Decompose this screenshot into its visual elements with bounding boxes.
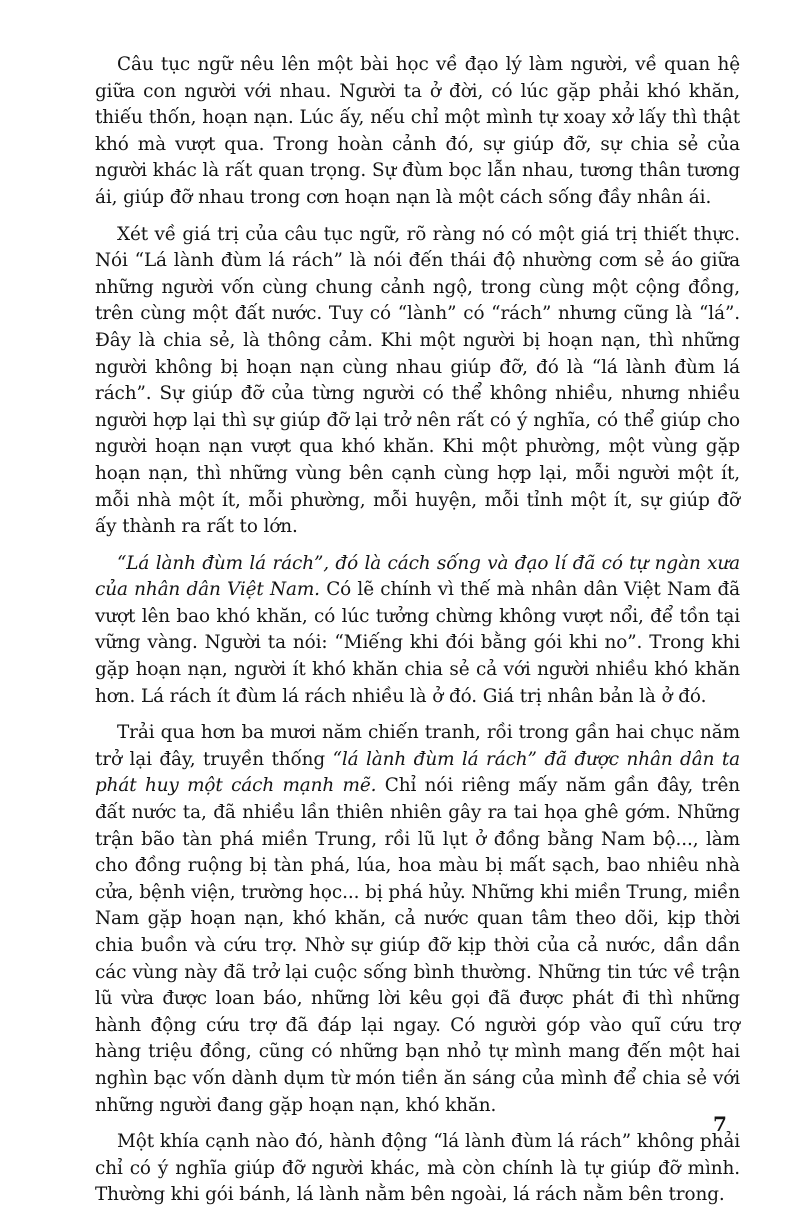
- page-number: 7: [713, 1112, 727, 1136]
- page-body: [95, 52, 740, 1209]
- paragraph-4-text-start: Trải qua hơn ba mươi năm chiến tranh, rồi trong gần hai chục năm trở lại đây, truyền thống: [95, 722, 740, 770]
- paragraph-5: [95, 1129, 740, 1209]
- paragraph-3-italic-text: “Lá lành đùm lá rách”, đó là cách sống và đạo lí đã có tự ngàn xưa của nhân dân Việt Nam.: [95, 552, 740, 601]
- paragraph-2: [95, 222, 740, 541]
- paragraph-2-text: Xét về giá trị của câu tục ngữ, rõ ràng nó có một giá trị thiết thực. Nói “Lá lành đùm lá rách” là nói đến thái độ nhường cơm sẻ áo giữa những người vốn cùng chung cảnh ngộ, trong cùng một cộng đồng, trên cùng một đất nước. Tuy có “lành” có “rách” nhưng cũng là “lá”. Đây là chia sẻ, là thông cảm. Khi một người bị hoạn nạn, thì những người không bị hoạn nạn cùng nhau giúp đỡ, đó là “lá lành đùm lá rách”. Sự giúp đỡ của từng người có thể không nhiều, nhưng nhiều người hợp lại thì sự giúp đỡ lại trở nên rất có ý nghĩa, có thể giúp cho người hoạn nạn vượt qua khó khăn. Khi một phường, một vùng gặp hoạn nạn, thì những vùng bên cạnh cùng hợp lại, mỗi người một ít, mỗi nhà một ít, mỗi phường, mỗi huyện, mỗi tỉnh một ít, sự giúp đỡ ấy thành ra rất to lớn.: [95, 223, 740, 538]
- paragraph-4-italic-text: “lá lành đùm lá rách” đã được nhân dân ta phát huy một cách mạnh mẽ.: [95, 748, 740, 797]
- paragraph-3-text: Có lẽ chính vì thế mà nhân dân Việt Nam đã vượt lên bao khó khăn, có lúc tưởng chừng không vượt nổi, để tồn tại vững vàng. Người ta nói: “Miếng khi đói bằng gói khi no”. Trong khi gặp hoạn nạn, người ít khó khăn chia sẻ cả với người nhiều khó khăn hơn. Lá rách ít đùm lá rách nhiều là ở đó. Giá trị nhân bản là ở đó.: [95, 579, 740, 707]
- paragraph-5-text: Một khía cạnh nào đó, hành động “lá lành đùm lá rách” không phải chỉ có ý nghĩa giúp đỡ người khác, mà còn chính là tự giúp đỡ mình. Thường khi gói bánh, lá lành nằm bên ngoài, lá rách nằm bên trong.: [95, 1131, 740, 1206]
- paragraph-1-text: Câu tục ngữ nêu lên một bài học về đạo lý làm người, về quan hệ giữa con người với nhau. Người ta ở đời, có lúc gặp phải khó khăn, thiếu thốn, hoạn nạn. Lúc ấy, nếu chỉ một mình tự xoay xở lấy thì thật khó mà vượt qua. Trong hoàn cảnh đó, sự giúp đỡ, sự chia sẻ của người khác là rất quan trọng. Sự đùm bọc lẫn nhau, tương thân tương ái, giúp đỡ nhau trong cơn hoạn nạn là một cách sống đầy nhân ái.: [95, 54, 740, 208]
- paragraph-1: [95, 52, 740, 212]
- paragraph-3: [95, 551, 740, 711]
- paragraph-4: [95, 720, 740, 1119]
- paragraph-4-text-end: Chỉ nói riêng mấy năm gần đây, trên đất nước ta, đã nhiều lần thiên nhiên gây ra tai họa ghê gớm. Những trận bão tàn phá miền Trung, rồi lũ lụt ở đồng bằng Nam bộ..., làm cho đồng ruộng bị tàn phá, lúa, hoa màu bị mất sạch, bao nhiêu nhà cửa, bệnh viện, trường học... bị phá hủy. Những khi miền Trung, miền Nam gặp hoạn nạn, khó khăn, cả nước quan tâm theo dõi, kịp thời chia buồn và cứu trợ. Nhờ sự giúp đỡ kịp thời của cả nước, dần dần các vùng này đã trở lại cuộc sống bình thường. Những tin tức về trận lũ vừa được loan báo, những lời kêu gọi đã được phát đi thì những hành động cứu trợ đã đáp lại ngay. Có người góp vào quĩ cứu trợ hàng triệu đồng, cũng có những bạn nhỏ tự mình mang đến một hai nghìn bạc vốn dành dụm từ món tiền ăn sáng của mình để chia sẻ với những người đang gặp hoạn nạn, khó khăn.: [95, 775, 741, 1116]
